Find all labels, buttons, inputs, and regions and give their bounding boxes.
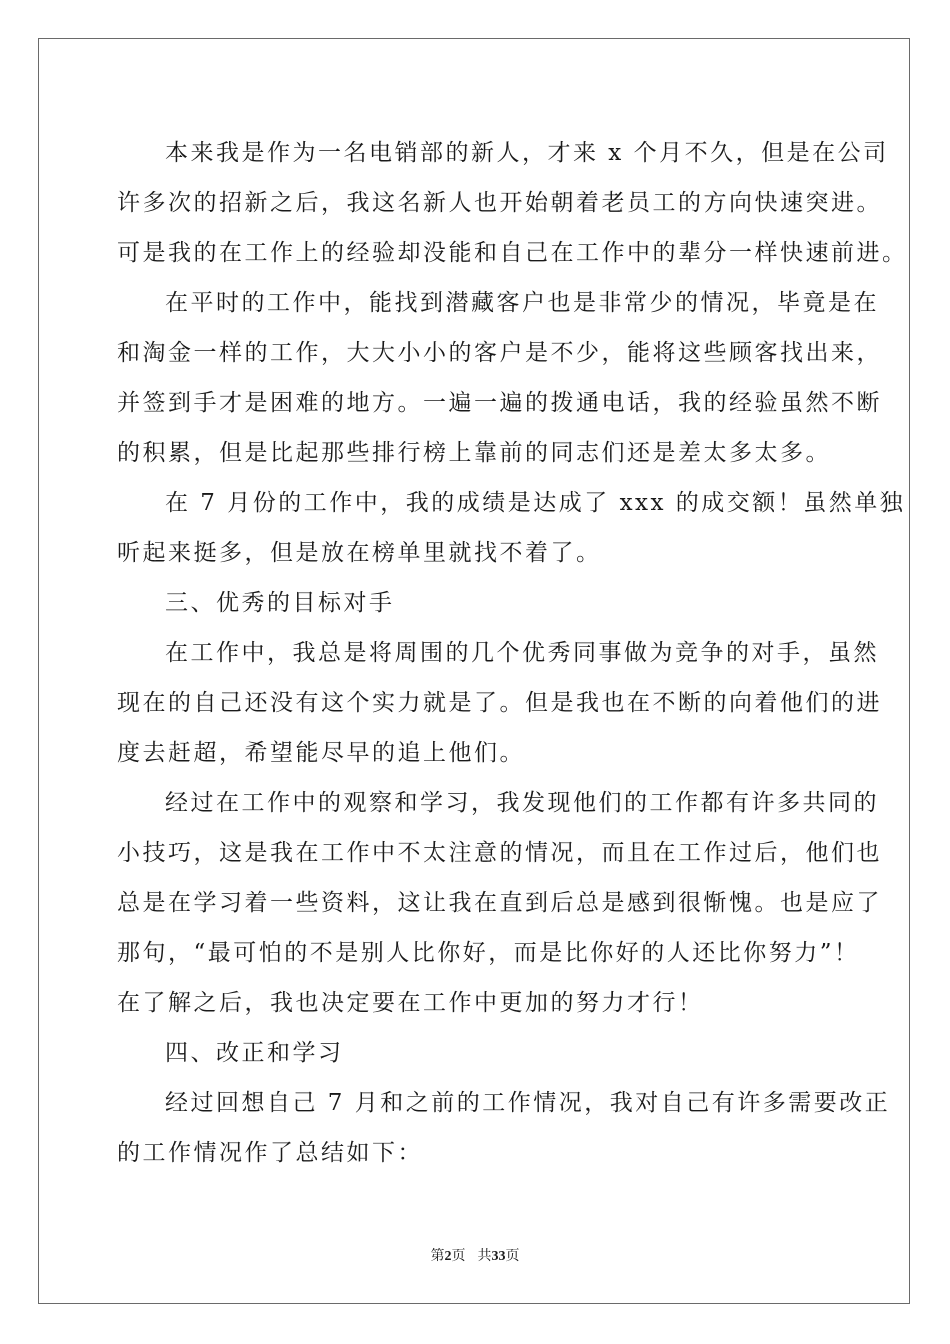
text-line: 现在的自己还没有这个实力就是了。但是我也在不断的向着他们的进 [117,690,882,716]
text-line: 总是在学习着一些资料，这让我在直到后总是感到很惭愧。也是应了 [117,890,882,916]
total-prefix: 共 [477,1248,492,1264]
text-line: 四、改正和学习 [165,1040,344,1066]
text-line: 度去赶超，希望能尽早的追上他们。 [117,740,525,766]
text-line: 听起来挺多，但是放在榜单里就找不着了。 [117,540,602,566]
page-prefix: 第 [430,1248,445,1264]
document-body [117,128,908,1178]
text-line: 在平时的工作中，能找到潜藏客户也是非常少的情况，毕竟是在 [165,290,879,316]
text-line: 经过回想自己 7 月和之前的工作情况，我对自己有许多需要改正 [165,1090,891,1116]
page-total: 33 [491,1249,506,1264]
page-suffix: 页 [451,1248,466,1264]
page-footer [0,1245,950,1265]
text-line: 和淘金一样的工作，大大小小的客户是不少，能将这些顾客找出来， [117,340,882,366]
text-line: 在了解之后，我也决定要在工作中更加的努力才行！ [117,990,704,1016]
text-line: 那句，“最可怕的不是别人比你好，而是比你好的人还比你努力”！ [117,940,860,966]
total-suffix: 页 [505,1248,520,1264]
page-current: 2 [444,1249,452,1264]
text-line: 的积累，但是比起那些排行榜上靠前的同志们还是差太多太多。 [117,440,831,466]
text-line: 可是我的在工作上的经验却没能和自己在工作中的辈分一样快速前进。 [117,240,908,266]
text-line: 本来我是作为一名电销部的新人，才来 x 个月不久，但是在公司 [165,140,889,166]
text-line: 的工作情况作了总结如下： [117,1140,423,1166]
text-line: 许多次的招新之后，我这名新人也开始朝着老员工的方向快速突进。 [117,190,882,216]
text-line: 在 7 月份的工作中，我的成绩是达成了 xxx 的成交额！虽然单独 [165,490,906,516]
text-line: 在工作中，我总是将周围的几个优秀同事做为竞争的对手，虽然 [165,640,879,666]
text-line: 小技巧，这是我在工作中不太注意的情况，而且在工作过后，他们也 [117,840,882,866]
text-line: 三、优秀的目标对手 [165,590,395,616]
text-line: 经过在工作中的观察和学习，我发现他们的工作都有许多共同的 [165,790,879,816]
text-line: 并签到手才是困难的地方。一遍一遍的拨通电话，我的经验虽然不断 [117,390,882,416]
